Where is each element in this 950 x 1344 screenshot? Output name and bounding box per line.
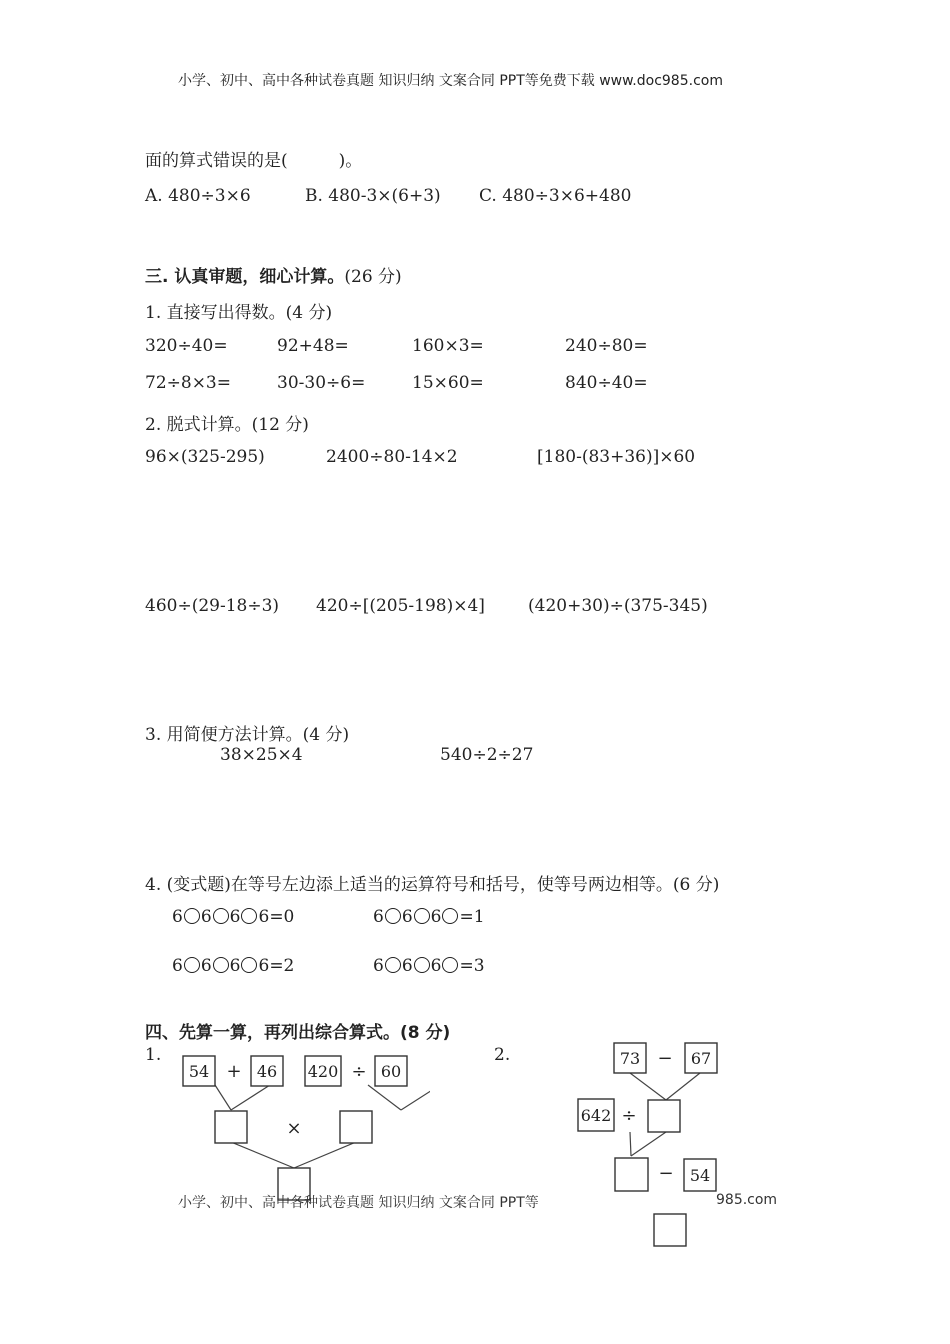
calc-item: 30-30÷6= bbox=[277, 373, 366, 393]
tree1-op1: + bbox=[226, 1061, 242, 1082]
step-calc-item: 420÷[(205-198)×4] bbox=[316, 596, 485, 616]
calc-item: 72÷8×3= bbox=[145, 373, 231, 393]
part3-title: 3. 用简便方法计算。(4 分) bbox=[145, 725, 350, 745]
part1-title: 1. 直接写出得数。(4 分) bbox=[145, 303, 333, 323]
problem2-label: 2. bbox=[494, 1045, 511, 1065]
page-header: 小学、初中、高中各种试卷真题 知识归纳 文案合同 PPT等免费下载 www.doc985.com bbox=[178, 73, 723, 89]
simple-calc-item: 540÷2÷27 bbox=[440, 745, 534, 765]
blank-circle-icon[interactable] bbox=[414, 957, 430, 973]
calc-tree-1 bbox=[170, 1050, 430, 1210]
tree2-op1: − bbox=[657, 1048, 673, 1069]
tree2-n1: 73 bbox=[619, 1049, 641, 1068]
blank-circle-icon[interactable] bbox=[241, 908, 257, 924]
answer-box[interactable] bbox=[215, 1111, 247, 1143]
blank-circle-icon[interactable] bbox=[184, 908, 200, 924]
calc-item: 240÷80= bbox=[565, 336, 648, 356]
tree1-n1: 54 bbox=[188, 1062, 210, 1081]
section3-points: (26 分) bbox=[344, 267, 402, 287]
blank-circle-icon[interactable] bbox=[442, 908, 458, 924]
section3-title: 三. 认真审题，细心计算。 bbox=[145, 267, 345, 287]
blank-circle-icon[interactable] bbox=[414, 908, 430, 924]
step-calc-item: [180-(83+36)]×60 bbox=[537, 447, 696, 467]
blank-circle-icon[interactable] bbox=[184, 957, 200, 973]
footer-right: 985.com bbox=[716, 1192, 778, 1208]
option-a: A. 480÷3×6 bbox=[145, 186, 251, 206]
tree2-n3: 642 bbox=[580, 1106, 612, 1125]
tree2-n2: 67 bbox=[690, 1049, 712, 1068]
option-b: B. 480-3×(6+3) bbox=[305, 186, 441, 206]
question-tail: 面的算式错误的是( )。 bbox=[145, 151, 363, 171]
answer-box[interactable] bbox=[648, 1100, 680, 1132]
tree2-op3: − bbox=[658, 1163, 674, 1184]
part2-title: 2. 脱式计算。(12 分) bbox=[145, 415, 309, 435]
simple-calc-item: 38×25×4 bbox=[220, 745, 303, 765]
footer-left: 小学、初中、高中各种试卷真题 知识归纳 文案合同 PPT等 bbox=[178, 1195, 539, 1211]
tree1-n2: 46 bbox=[256, 1062, 278, 1081]
blank-circle-icon[interactable] bbox=[213, 908, 229, 924]
tree1-n3: 420 bbox=[307, 1062, 339, 1081]
tree1-op2: ÷ bbox=[351, 1061, 367, 1082]
blank-circle-icon[interactable] bbox=[442, 957, 458, 973]
operator-puzzle: 6 6 6 6=2 bbox=[172, 956, 295, 976]
blank-circle-icon[interactable] bbox=[385, 908, 401, 924]
problem1-label: 1. bbox=[145, 1045, 162, 1065]
answer-box[interactable] bbox=[340, 1111, 372, 1143]
operator-puzzle: 6 6 6 6=0 bbox=[172, 907, 295, 927]
calc-item: 92+48= bbox=[277, 336, 349, 356]
blank-circle-icon[interactable] bbox=[385, 957, 401, 973]
section3-heading bbox=[145, 262, 402, 287]
calc-tree-2 bbox=[570, 1036, 730, 1252]
blank-circle-icon[interactable] bbox=[213, 957, 229, 973]
blank-circle-icon[interactable] bbox=[241, 957, 257, 973]
step-calc-item: 96×(325-295) bbox=[145, 447, 265, 467]
tree1-n4: 60 bbox=[380, 1062, 402, 1081]
calc-item: 840÷40= bbox=[565, 373, 648, 393]
part4-title: 4. (变式题)在等号左边添上适当的运算符号和括号，使等号两边相等。(6 分) bbox=[145, 875, 720, 895]
answer-box[interactable] bbox=[615, 1158, 648, 1191]
calc-item: 15×60= bbox=[412, 373, 484, 393]
step-calc-item: (420+30)÷(375-345) bbox=[528, 596, 708, 616]
step-calc-item: 2400÷80-14×2 bbox=[326, 447, 458, 467]
step-calc-item: 460÷(29-18÷3) bbox=[145, 596, 280, 616]
tree2-op2: ÷ bbox=[621, 1105, 637, 1126]
tree1-op3: × bbox=[286, 1118, 302, 1139]
option-c: C. 480÷3×6+480 bbox=[479, 186, 632, 206]
answer-box[interactable] bbox=[654, 1214, 686, 1246]
tree2-n4: 54 bbox=[689, 1166, 711, 1185]
operator-puzzle: 6 6 6 =1 bbox=[373, 907, 485, 927]
calc-item: 160×3= bbox=[412, 336, 484, 356]
section4-title: 四、先算一算，再列出综合算式。(8 分) bbox=[145, 1023, 451, 1043]
operator-puzzle: 6 6 6 =3 bbox=[373, 956, 485, 976]
calc-item: 320÷40= bbox=[145, 336, 228, 356]
